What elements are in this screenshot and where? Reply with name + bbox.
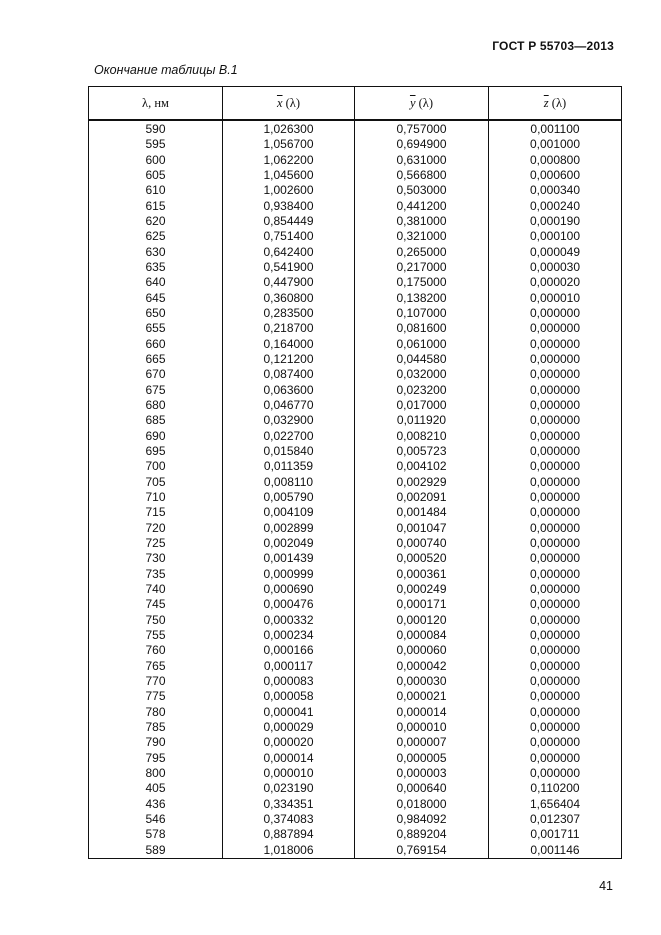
cell-x-bar: 1,056700	[223, 137, 355, 152]
cell-x-bar: 0,002899	[223, 521, 355, 536]
cell-x-bar: 0,000010	[223, 766, 355, 781]
cell-y-bar: 0,018000	[355, 796, 489, 811]
cell-y-bar: 0,769154	[355, 842, 489, 858]
cell-x-bar: 0,164000	[223, 337, 355, 352]
cell-wavelength: 595	[89, 137, 223, 152]
table-row	[89, 229, 622, 244]
table-row	[89, 337, 622, 352]
table-row	[89, 459, 622, 474]
table-row	[89, 352, 622, 367]
cell-wavelength: 615	[89, 199, 223, 214]
cell-z-bar: 0,012307	[489, 812, 622, 827]
cell-z-bar: 0,000000	[489, 352, 622, 367]
cell-z-bar: 0,000000	[489, 429, 622, 444]
cell-z-bar: 0,000000	[489, 735, 622, 750]
table-row	[89, 245, 622, 260]
cell-x-bar: 0,751400	[223, 229, 355, 244]
cell-wavelength: 695	[89, 444, 223, 459]
table-row	[89, 613, 622, 628]
cell-y-bar: 0,032000	[355, 367, 489, 382]
cell-x-bar: 0,032900	[223, 413, 355, 428]
cell-x-bar: 0,000234	[223, 628, 355, 643]
cell-x-bar: 0,000476	[223, 597, 355, 612]
cell-z-bar: 0,000000	[489, 521, 622, 536]
cell-wavelength: 715	[89, 505, 223, 520]
cell-wavelength: 685	[89, 413, 223, 428]
cell-x-bar: 0,938400	[223, 199, 355, 214]
table-row	[89, 291, 622, 306]
cell-y-bar: 0,000171	[355, 597, 489, 612]
cell-wavelength: 436	[89, 796, 223, 811]
table-row	[89, 658, 622, 673]
cell-wavelength: 680	[89, 398, 223, 413]
cell-wavelength: 578	[89, 827, 223, 842]
cell-y-bar: 0,889204	[355, 827, 489, 842]
cell-wavelength: 785	[89, 720, 223, 735]
cell-z-bar: 0,000000	[489, 475, 622, 490]
table-body	[89, 120, 622, 858]
cell-wavelength: 765	[89, 658, 223, 673]
cell-wavelength: 665	[89, 352, 223, 367]
cell-z-bar: 0,000000	[489, 444, 622, 459]
cell-wavelength: 775	[89, 689, 223, 704]
cell-y-bar: 0,503000	[355, 183, 489, 198]
cell-x-bar: 0,015840	[223, 444, 355, 459]
cell-y-bar: 0,017000	[355, 398, 489, 413]
cell-y-bar: 0,023200	[355, 383, 489, 398]
cell-wavelength: 640	[89, 275, 223, 290]
cell-z-bar: 0,000000	[489, 766, 622, 781]
cell-y-bar: 0,008210	[355, 429, 489, 444]
cell-x-bar: 0,374083	[223, 812, 355, 827]
cell-y-bar: 0,000740	[355, 536, 489, 551]
cell-x-bar: 0,218700	[223, 321, 355, 336]
cell-z-bar: 0,000000	[489, 750, 622, 765]
cell-x-bar: 0,001439	[223, 551, 355, 566]
cell-y-bar: 0,002929	[355, 475, 489, 490]
cell-y-bar: 0,984092	[355, 812, 489, 827]
table-row	[89, 306, 622, 321]
cell-wavelength: 760	[89, 643, 223, 658]
cell-z-bar: 0,000800	[489, 153, 622, 168]
cell-x-bar: 0,360800	[223, 291, 355, 306]
header-x-bar: $\overline{x}$ (λ)	[223, 87, 355, 121]
cell-wavelength: 800	[89, 766, 223, 781]
cell-x-bar: 0,087400	[223, 367, 355, 382]
page-number: 41	[599, 879, 613, 893]
table-row	[89, 321, 622, 336]
table-row	[89, 199, 622, 214]
cell-wavelength: 745	[89, 597, 223, 612]
cell-z-bar: 0,110200	[489, 781, 622, 796]
cell-z-bar: 0,001711	[489, 827, 622, 842]
cell-wavelength: 670	[89, 367, 223, 382]
cell-z-bar: 0,000000	[489, 551, 622, 566]
cell-y-bar: 0,566800	[355, 168, 489, 183]
cell-x-bar: 0,000999	[223, 567, 355, 582]
cell-z-bar: 0,000240	[489, 199, 622, 214]
cell-y-bar: 0,000520	[355, 551, 489, 566]
table-row	[89, 812, 622, 827]
cell-y-bar: 0,138200	[355, 291, 489, 306]
cell-y-bar: 0,011920	[355, 413, 489, 428]
cell-y-bar: 0,321000	[355, 229, 489, 244]
cell-wavelength: 700	[89, 459, 223, 474]
cell-z-bar: 0,000000	[489, 567, 622, 582]
table-row	[89, 429, 622, 444]
cell-wavelength: 605	[89, 168, 223, 183]
cell-x-bar: 0,854449	[223, 214, 355, 229]
cell-y-bar: 0,265000	[355, 245, 489, 260]
cell-x-bar: 0,000117	[223, 658, 355, 673]
cell-x-bar: 0,022700	[223, 429, 355, 444]
table-header-row	[89, 87, 622, 121]
cell-x-bar: 0,447900	[223, 275, 355, 290]
cell-z-bar: 1,656404	[489, 796, 622, 811]
cell-z-bar: 0,000000	[489, 536, 622, 551]
table-row	[89, 536, 622, 551]
table-row	[89, 781, 622, 796]
table-row	[89, 444, 622, 459]
table-row	[89, 628, 622, 643]
cell-z-bar: 0,000600	[489, 168, 622, 183]
table-row	[89, 597, 622, 612]
cell-z-bar: 0,000000	[489, 582, 622, 597]
cell-x-bar: 0,023190	[223, 781, 355, 796]
cell-y-bar: 0,000120	[355, 613, 489, 628]
cell-x-bar: 0,541900	[223, 260, 355, 275]
cell-x-bar: 0,121200	[223, 352, 355, 367]
table-row	[89, 674, 622, 689]
cell-x-bar: 0,642400	[223, 245, 355, 260]
cell-y-bar: 0,001047	[355, 521, 489, 536]
cell-y-bar: 0,107000	[355, 306, 489, 321]
table-caption: Окончание таблицы В.1	[94, 63, 238, 77]
cell-wavelength: 720	[89, 521, 223, 536]
table-row	[89, 260, 622, 275]
cell-wavelength: 546	[89, 812, 223, 827]
cell-wavelength: 750	[89, 613, 223, 628]
cell-y-bar: 0,001484	[355, 505, 489, 520]
table-row	[89, 413, 622, 428]
cell-wavelength: 589	[89, 842, 223, 858]
cell-wavelength: 790	[89, 735, 223, 750]
table-row	[89, 567, 622, 582]
table-row	[89, 643, 622, 658]
table-row	[89, 766, 622, 781]
cell-x-bar: 0,334351	[223, 796, 355, 811]
cell-wavelength: 600	[89, 153, 223, 168]
cell-z-bar: 0,000049	[489, 245, 622, 260]
table-row	[89, 183, 622, 198]
cell-x-bar: 0,000020	[223, 735, 355, 750]
cell-y-bar: 0,004102	[355, 459, 489, 474]
color-matching-table	[88, 86, 622, 859]
cell-y-bar: 0,000014	[355, 704, 489, 719]
cell-wavelength: 690	[89, 429, 223, 444]
cell-wavelength: 770	[89, 674, 223, 689]
table-row	[89, 827, 622, 842]
cell-x-bar: 0,283500	[223, 306, 355, 321]
cell-y-bar: 0,000042	[355, 658, 489, 673]
cell-z-bar: 0,000000	[489, 643, 622, 658]
table-row	[89, 735, 622, 750]
cell-z-bar: 0,001146	[489, 842, 622, 858]
table-row	[89, 689, 622, 704]
cell-wavelength: 405	[89, 781, 223, 796]
table-row	[89, 704, 622, 719]
table-row	[89, 214, 622, 229]
cell-y-bar: 0,005723	[355, 444, 489, 459]
cell-z-bar: 0,000010	[489, 291, 622, 306]
cell-z-bar: 0,000000	[489, 720, 622, 735]
cell-y-bar: 0,000361	[355, 567, 489, 582]
cell-z-bar: 0,001100	[489, 120, 622, 137]
cell-z-bar: 0,000000	[489, 628, 622, 643]
cell-x-bar: 0,011359	[223, 459, 355, 474]
table-row	[89, 383, 622, 398]
cell-z-bar: 0,000000	[489, 321, 622, 336]
cell-wavelength: 735	[89, 567, 223, 582]
table-row	[89, 796, 622, 811]
cell-z-bar: 0,000100	[489, 229, 622, 244]
table-row	[89, 398, 622, 413]
table-row	[89, 137, 622, 152]
header-wavelength: λ, нм	[89, 87, 223, 121]
cell-y-bar: 0,044580	[355, 352, 489, 367]
cell-wavelength: 635	[89, 260, 223, 275]
cell-z-bar: 0,000000	[489, 398, 622, 413]
cell-y-bar: 0,694900	[355, 137, 489, 152]
cell-wavelength: 705	[89, 475, 223, 490]
cell-z-bar: 0,000030	[489, 260, 622, 275]
table-row	[89, 582, 622, 597]
cell-y-bar: 0,757000	[355, 120, 489, 137]
table-row	[89, 551, 622, 566]
cell-wavelength: 660	[89, 337, 223, 352]
cell-y-bar: 0,175000	[355, 275, 489, 290]
cell-x-bar: 0,000014	[223, 750, 355, 765]
cell-y-bar: 0,000030	[355, 674, 489, 689]
cell-x-bar: 0,046770	[223, 398, 355, 413]
cell-x-bar: 0,887894	[223, 827, 355, 842]
table-row	[89, 490, 622, 505]
cell-y-bar: 0,000005	[355, 750, 489, 765]
cell-z-bar: 0,000000	[489, 689, 622, 704]
cell-wavelength: 645	[89, 291, 223, 306]
cell-x-bar: 0,000083	[223, 674, 355, 689]
cell-y-bar: 0,002091	[355, 490, 489, 505]
table-row	[89, 475, 622, 490]
table-row	[89, 367, 622, 382]
cell-z-bar: 0,000000	[489, 505, 622, 520]
cell-x-bar: 0,000332	[223, 613, 355, 628]
cell-wavelength: 650	[89, 306, 223, 321]
cell-y-bar: 0,631000	[355, 153, 489, 168]
cell-y-bar: 0,000084	[355, 628, 489, 643]
header-z-bar: $\overline{z}$ (λ)	[489, 87, 622, 121]
cell-x-bar: 1,062200	[223, 153, 355, 168]
cell-wavelength: 610	[89, 183, 223, 198]
standard-code: ГОСТ Р 55703—2013	[492, 39, 614, 53]
cell-z-bar: 0,000000	[489, 597, 622, 612]
cell-x-bar: 1,026300	[223, 120, 355, 137]
cell-y-bar: 0,000010	[355, 720, 489, 735]
cell-z-bar: 0,000000	[489, 490, 622, 505]
cell-x-bar: 0,008110	[223, 475, 355, 490]
cell-x-bar: 1,045600	[223, 168, 355, 183]
cell-z-bar: 0,000000	[489, 383, 622, 398]
cell-x-bar: 1,018006	[223, 842, 355, 858]
cell-z-bar: 0,000190	[489, 214, 622, 229]
cell-wavelength: 655	[89, 321, 223, 336]
table-row	[89, 168, 622, 183]
cell-wavelength: 725	[89, 536, 223, 551]
table-row	[89, 750, 622, 765]
cell-x-bar: 0,000058	[223, 689, 355, 704]
cell-y-bar: 0,000003	[355, 766, 489, 781]
cell-y-bar: 0,000249	[355, 582, 489, 597]
cell-wavelength: 710	[89, 490, 223, 505]
cell-x-bar: 0,063600	[223, 383, 355, 398]
cell-z-bar: 0,000000	[489, 337, 622, 352]
table-row	[89, 842, 622, 858]
cell-y-bar: 0,000007	[355, 735, 489, 750]
cell-z-bar: 0,000000	[489, 704, 622, 719]
cell-wavelength: 730	[89, 551, 223, 566]
cell-z-bar: 0,000000	[489, 459, 622, 474]
cell-x-bar: 0,000041	[223, 704, 355, 719]
table-row	[89, 153, 622, 168]
cell-x-bar: 0,005790	[223, 490, 355, 505]
table-row	[89, 275, 622, 290]
cell-wavelength: 590	[89, 120, 223, 137]
cell-y-bar: 0,000060	[355, 643, 489, 658]
cell-x-bar: 0,002049	[223, 536, 355, 551]
cell-y-bar: 0,081600	[355, 321, 489, 336]
cell-x-bar: 0,004109	[223, 505, 355, 520]
cell-z-bar: 0,000000	[489, 413, 622, 428]
cell-wavelength: 620	[89, 214, 223, 229]
cell-z-bar: 0,000000	[489, 306, 622, 321]
cell-wavelength: 780	[89, 704, 223, 719]
cell-z-bar: 0,000000	[489, 658, 622, 673]
cell-x-bar: 0,000029	[223, 720, 355, 735]
cell-wavelength: 630	[89, 245, 223, 260]
table-row	[89, 120, 622, 137]
cell-wavelength: 625	[89, 229, 223, 244]
cell-z-bar: 0,000000	[489, 674, 622, 689]
header-y-bar: $\overline{y}$ (λ)	[355, 87, 489, 121]
cell-x-bar: 0,000690	[223, 582, 355, 597]
cell-y-bar: 0,217000	[355, 260, 489, 275]
cell-wavelength: 755	[89, 628, 223, 643]
cell-wavelength: 675	[89, 383, 223, 398]
cell-x-bar: 0,000166	[223, 643, 355, 658]
cell-z-bar: 0,000340	[489, 183, 622, 198]
cell-z-bar: 0,000000	[489, 367, 622, 382]
cell-y-bar: 0,381000	[355, 214, 489, 229]
cell-y-bar: 0,441200	[355, 199, 489, 214]
table-row	[89, 720, 622, 735]
table-row	[89, 505, 622, 520]
cell-wavelength: 740	[89, 582, 223, 597]
cell-z-bar: 0,001000	[489, 137, 622, 152]
cell-y-bar: 0,000640	[355, 781, 489, 796]
cell-x-bar: 1,002600	[223, 183, 355, 198]
cell-z-bar: 0,000020	[489, 275, 622, 290]
table-row	[89, 521, 622, 536]
cell-wavelength: 795	[89, 750, 223, 765]
cell-y-bar: 0,061000	[355, 337, 489, 352]
cell-y-bar: 0,000021	[355, 689, 489, 704]
cell-z-bar: 0,000000	[489, 613, 622, 628]
